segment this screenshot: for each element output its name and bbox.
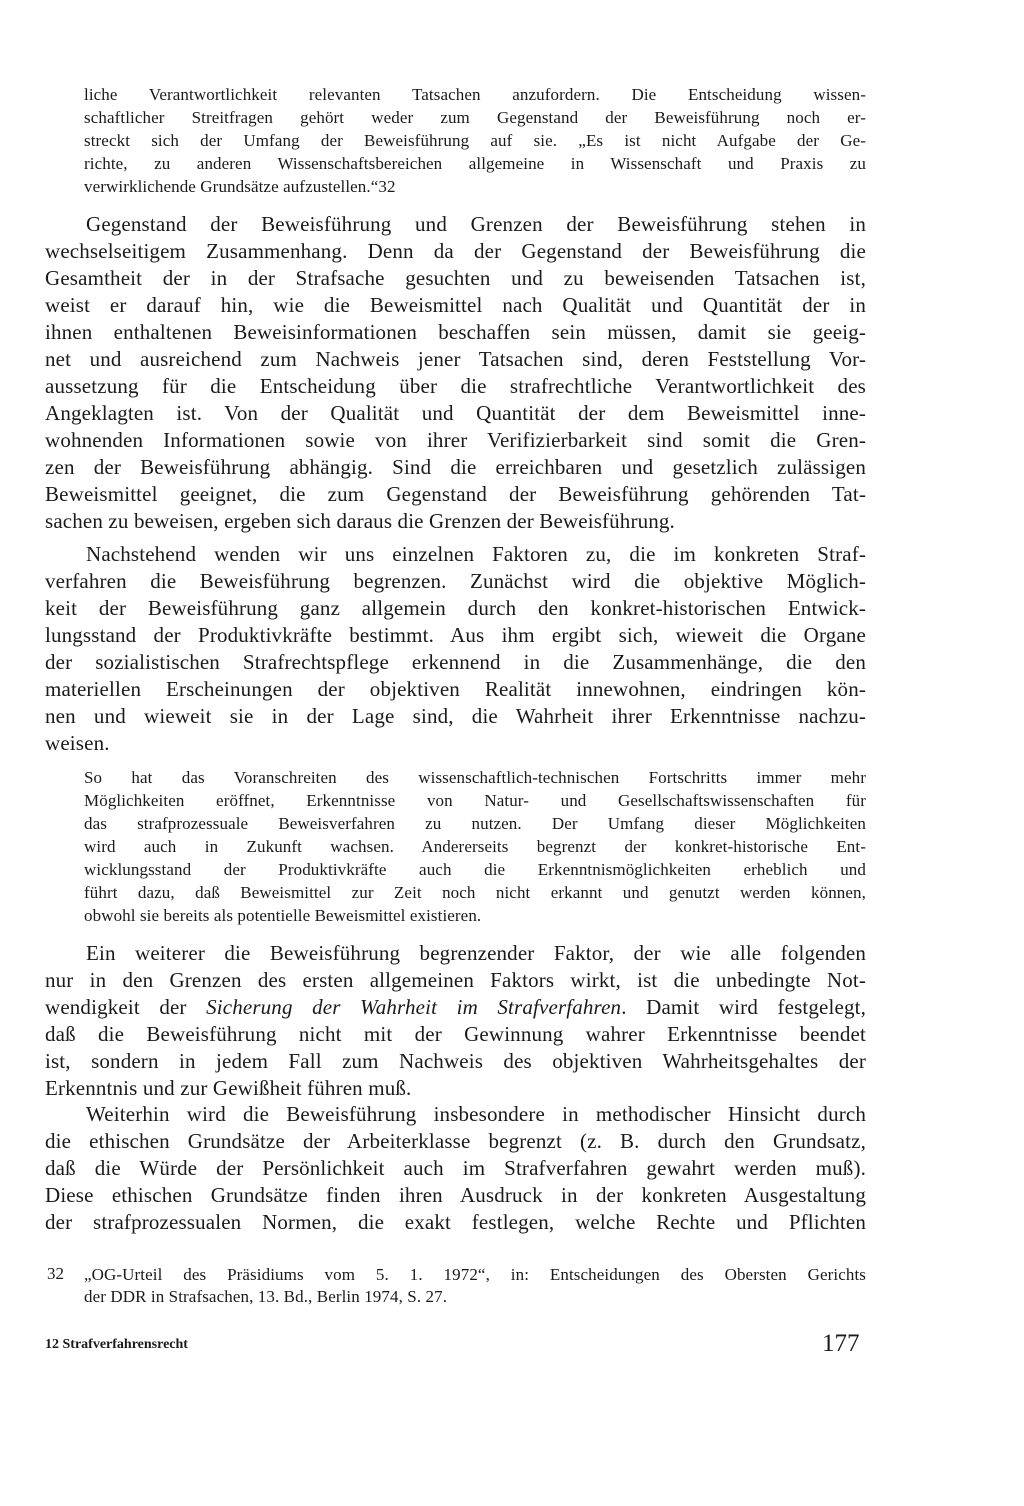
quote-top-line: streckt sich der Umfang der Beweisführung auf sie. „Es ist nicht Aufgabe der Ge-: [84, 131, 866, 150]
quote-mid-line: wird auch in Zukunft wachsen. Andererseits begrenzt der konkret-historische Ent-: [84, 837, 866, 856]
paragraph-line: die ethischen Grundsätze der Arbeiterklasse begrenzt (z. B. durch den Grundsatz,: [45, 1129, 866, 1153]
paragraph-line: der sozialistischen Strafrechtspflege erkennend in die Zusammenhänge, die den: [45, 650, 866, 674]
paragraph-line: daß die Würde der Persönlichkeit auch im Strafverfahren gewahrt werden muß).: [45, 1156, 866, 1180]
paragraph-line: keit der Beweisführung ganz allgemein durch den konkret-historischen Entwick-: [45, 596, 866, 620]
page-number: 177: [822, 1330, 860, 1357]
footnote-line: „OG-Urteil des Präsidiums vom 5. 1. 1972“, in: Entscheidungen des Obersten Gerichts: [84, 1265, 866, 1284]
paragraph-line: [45, 994, 866, 1021]
paragraph-line: Beweismittel geeignet, die zum Gegenstand der Beweisführung gehörenden Tat-: [45, 482, 866, 506]
paragraph-line: wechselseitigem Zusammenhang. Denn da der Gegenstand der Beweisführung die: [45, 239, 866, 263]
paragraph-line: lungsstand der Produktivkräfte bestimmt. Aus ihm ergibt sich, wieweit die Organe: [45, 623, 866, 647]
paragraph-text: . Damit wird festgelegt,: [621, 995, 867, 1019]
quote-top-line: richte, zu anderen Wissenschaftsbereichen allgemeine in Wissenschaft und Praxis zu: [84, 154, 866, 173]
paragraph-line: Diese ethischen Grundsätze finden ihren Ausdruck in der konkreten Ausgestaltung: [45, 1183, 866, 1207]
quote-mid-line: führt dazu, daß Beweismittel zur Zeit noch nicht erkannt und genutzt werden können,: [84, 883, 866, 902]
quote-mid-line: obwohl sie bereits als potentielle Beweismittel existieren.: [84, 906, 482, 925]
paragraph-line: nur in den Grenzen des ersten allgemeinen Faktors wirkt, ist die unbedingte Not-: [45, 968, 866, 992]
paragraph-line: der strafprozessualen Normen, die exakt festlegen, welche Rechte und Pflichten: [45, 1210, 866, 1234]
paragraph-line: aussetzung für die Entscheidung über die strafrechtliche Verantwortlichkeit des: [45, 374, 866, 398]
paragraph-line: Gesamtheit der in der Strafsache gesuchten und zu beweisenden Tatsachen ist,: [45, 266, 866, 290]
quote-mid-line: wicklungsstand der Produktivkräfte auch die Erkenntnismöglichkeiten erheblich und: [84, 860, 866, 879]
quote-mid-line: das strafprozessuale Beweisverfahren zu nutzen. Der Umfang dieser Möglichkeiten: [84, 814, 866, 833]
paragraph-line: weist er darauf hin, wie die Beweismittel nach Qualität und Quantität der in: [45, 293, 866, 317]
paragraph-line: Erkenntnis und zur Gewißheit führen muß.: [45, 1076, 412, 1100]
quote-top-line: schaftlicher Streitfragen gehört weder zum Gegenstand der Beweisführung noch er-: [84, 108, 866, 127]
paragraph-line: Ein weiterer die Beweisführung begrenzender Faktor, der wie alle folgenden: [86, 941, 866, 965]
footer-label: 12 Strafverfahrensrecht: [45, 1337, 188, 1352]
paragraph-line: nen und wieweit sie in der Lage sind, die Wahrheit ihrer Erkenntnisse nachzu-: [45, 704, 866, 728]
footnote-line: der DDR in Strafsachen, 13. Bd., Berlin 1974, S. 27.: [84, 1287, 448, 1306]
paragraph-line: zen der Beweisführung abhängig. Sind die erreichbaren und gesetzlich zulässigen: [45, 455, 866, 479]
quote-top-line: liche Verantwortlichkeit relevanten Tatsachen anzufordern. Die Entscheidung wissen-: [84, 85, 866, 104]
footnote-number: 32: [47, 1264, 64, 1283]
paragraph-line: Weiterhin wird die Beweisführung insbesondere in methodischer Hinsicht durch: [86, 1102, 866, 1126]
paragraph-line: verfahren die Beweisführung begrenzen. Zunächst wird die objektive Möglich-: [45, 569, 866, 593]
paragraph-line: Gegenstand der Beweisführung und Grenzen der Beweisführung stehen in: [86, 212, 866, 236]
paragraph-line: materiellen Erscheinungen der objektiven Realität innewohnen, eindringen kön-: [45, 677, 866, 701]
quote-mid-line: Möglichkeiten eröffnet, Erkenntnisse von Natur- und Gesellschaftswissenschaften für: [84, 791, 866, 810]
paragraph-line: Nachstehend wenden wir uns einzelnen Faktoren zu, die im konkreten Straf-: [86, 542, 866, 566]
paragraph-line: weisen.: [45, 731, 110, 755]
paragraph-line: sachen zu beweisen, ergeben sich daraus die Grenzen der Beweisführung.: [45, 509, 675, 533]
quote-mid-line: So hat das Voranschreiten des wissenschaftlich-technischen Fortschritts immer mehr: [84, 768, 866, 787]
quote-top-text: verwirklichende Grundsätze aufzustellen.“32: [84, 177, 396, 196]
quote-top-line: [84, 176, 866, 198]
emphasis-text: Sicherung der Wahrheit im Strafverfahren: [206, 995, 622, 1019]
paragraph-line: daß die Beweisführung nicht mit der Gewinnung wahrer Erkenntnisse beendet: [45, 1022, 866, 1046]
paragraph-line: ihnen enthaltenen Beweisinformationen beschaffen sein müssen, damit sie geeig-: [45, 320, 866, 344]
paragraph-line: ist, sondern in jedem Fall zum Nachweis des objektiven Wahrheitsgehaltes der: [45, 1049, 866, 1073]
paragraph-text: wendigkeit der: [45, 995, 207, 1019]
paragraph-line: net und ausreichend zum Nachweis jener Tatsachen sind, deren Feststellung Vor-: [45, 347, 866, 371]
paragraph-line: wohnenden Informationen sowie von ihrer Verifizierbarkeit sind somit die Gren-: [45, 428, 866, 452]
paragraph-line: Angeklagten ist. Von der Qualität und Quantität der dem Beweismittel inne-: [45, 401, 866, 425]
